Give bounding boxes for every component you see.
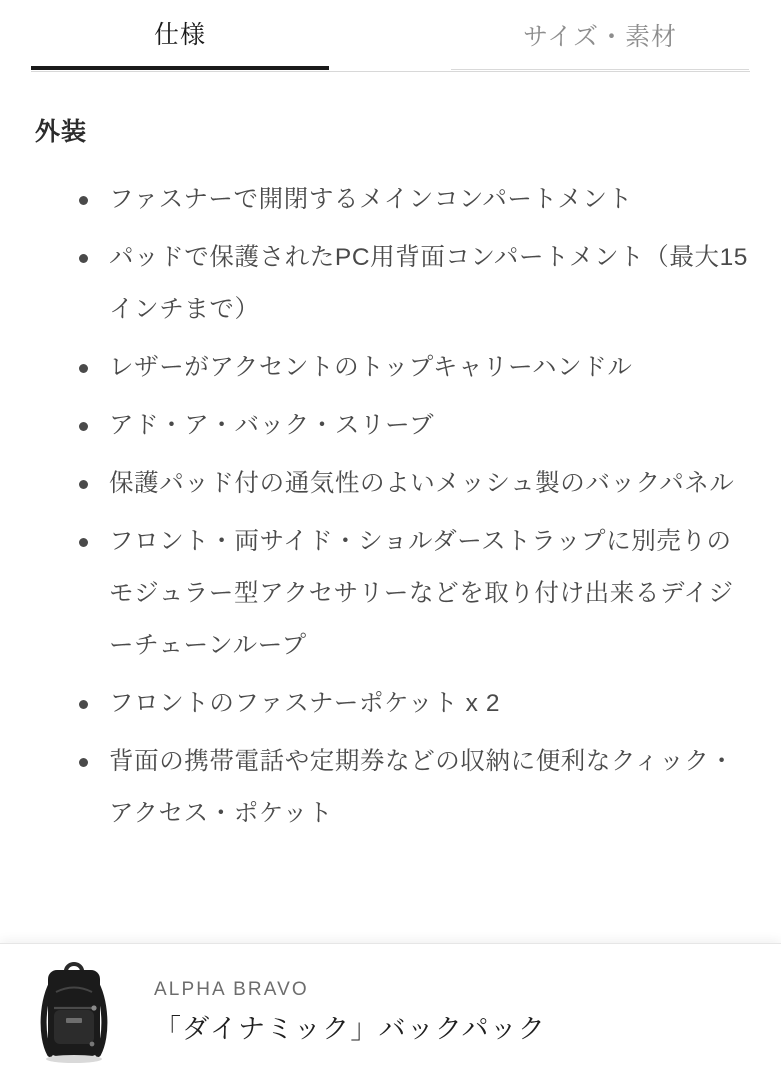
list-item-text: 背面の携帯電話や定期券などの収納に便利なクィック・アクセス・ポケット [109,748,735,827]
list-item-text: レザーがアクセントのトップキャリーハンドル [109,354,633,381]
list-item [31,458,750,510]
list-item [31,678,750,730]
list-item [31,516,750,672]
product-name: 「ダイナミック」バックパック [154,1013,547,1044]
bullet-icon [79,480,88,489]
list-item [31,736,750,840]
exterior-feature-list [31,174,750,840]
list-item-text: 保護パッド付の通気性のよいメッシュ製のバックパネル [109,470,735,497]
list-item-text: アド・ア・バック・スリーブ [109,412,435,439]
tab-spec[interactable]: 仕様 [31,0,329,70]
bullet-icon [79,196,88,205]
bullet-icon [79,758,88,767]
product-brand: ALPHA BRAVO [154,978,309,1000]
list-item-text: ファスナーで開閉するメインコンパートメント [109,186,633,213]
bullet-icon [79,538,88,547]
list-item [31,400,750,452]
bullet-icon [79,254,88,263]
product-detail-tabs [0,0,781,72]
backpack-product-thumbnail-icon[interactable] [26,957,122,1067]
list-item [31,174,750,226]
bullet-icon [79,700,88,709]
bullet-icon [79,422,88,431]
list-item-text: パッドで保護されたPC用背面コンパートメント（最大15インチまで） [109,244,749,323]
tabs-underline [31,71,750,72]
sticky-product-bar[interactable] [0,943,781,1080]
list-item-text: フロント・両サイド・ショルダーストラップに別売りのモジュラー型アクセサリーなどを取り付け出来るデイジーチェーンループ [109,528,734,659]
bullet-icon [79,364,88,373]
list-item [31,232,750,336]
tab-size-material[interactable]: サイズ・素材 [451,0,749,70]
product-info [154,979,546,1046]
spec-content-panel [0,112,781,840]
list-item [31,342,750,394]
section-title-exterior: 外装 [35,118,88,146]
list-item-text: フロントのファスナーポケット x 2 [109,690,501,717]
